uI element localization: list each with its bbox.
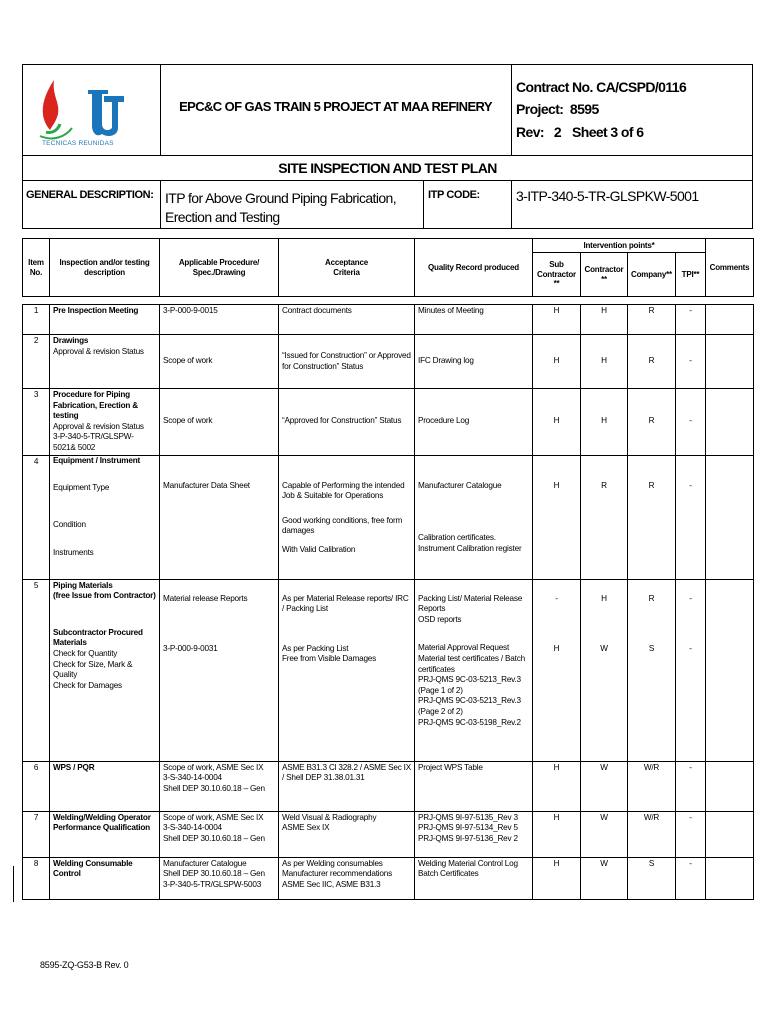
itp-label: ITP CODE: — [428, 189, 480, 201]
general-value: ITP for Above Ground Piping Fabrication, Erection and Testing — [165, 190, 396, 225]
itp-code: 3-ITP-340-5-TR-GLSPKW-5001 — [516, 188, 699, 204]
table-header-row — [23, 239, 754, 253]
revision: Rev: 2 — [516, 124, 561, 140]
general-label: GENERAL DESCRIPTION: — [26, 189, 154, 201]
itp-table — [22, 238, 754, 900]
table-row: 4 Equipment / Instrument Equipment Type Condition Instruments Manufacturer Data Sheet Capable of Performing the intended Job & Suitable for Operations Good working conditions, free form damages With Valid Calibration Manufacturer Catalogue Calibration certificates. Instrument Calibration register H R R - — [23, 455, 754, 579]
table-row: 6 WPS / PQR Scope of work, ASME Sec IX 3-S-340-14-0004 Shell DEP 30.10.60.18 – Gen ASME B31.3 Cl 328.2 / ASME Sec IX / Shell DEP 31.38.01.31 Project WPS Table H W W/R - — [23, 761, 754, 811]
col-contractor: Contractor ** — [581, 253, 628, 297]
logo-text: TECNICAS REUNIDAS — [42, 140, 114, 147]
col-item: Item No. — [23, 239, 50, 297]
project-no: Project: 8595 — [516, 101, 599, 117]
footer-doc-number: 8595-ZQ-G53-B Rev. 0 — [40, 960, 129, 970]
col-procedure: Applicable Procedure/ Spec./Drawing — [160, 239, 279, 297]
table-row: 3 Procedure for Piping Fabrication, Erection & testing Approval & revision Status 3-P-340-5-TR/GLSPW-5021& 5002 Scope of work “Approved for Construction” Status Procedure Log H H R - — [23, 389, 754, 456]
col-intervention: Intervention points* — [533, 239, 706, 253]
margin-mark — [13, 866, 14, 902]
table-row: 7 Welding/Welding Operator Performance Qualification Scope of work, ASME Sec IX 3-S-340-14-0004 Shell DEP 30.10.60.18 – Gen Weld Visual & Radiography ASME Sex IX PRJ-QMS 9I-97-5135_Rev 3 PRJ-QMS 9I-97-5134_Rev 5 PRJ-QMS 9I-97-5136_Rev 2 H W W/R - — [23, 811, 754, 857]
header-divider-2 — [511, 64, 512, 156]
col-inspection: Inspection and/or testing description — [50, 239, 160, 297]
sheet-no: Sheet 3 of 6 — [572, 124, 644, 140]
col-comments: Comments — [706, 239, 754, 297]
col-record: Quality Record produced — [415, 239, 533, 297]
col-acceptance: Acceptance Criteria — [279, 239, 415, 297]
plan-title: SITE INSPECTION AND TEST PLAN — [278, 160, 497, 176]
col-tpi: TPI** — [676, 253, 706, 297]
table-row: 8 Welding Consumable Control Manufacturer Catalogue Shell DEP 30.10.60.18 – Gen 3-P-340-5-TR/GLSPW-5003 As per Welding consumables Manufacturer recommendations ASME Sec IIC, ASME B31.3 Welding Material Control Log Batch Certificates H W S - — [23, 857, 754, 899]
col-sub-contractor: Sub Contractor ** — [533, 253, 581, 297]
col-company: Company** — [628, 253, 676, 297]
project-title: EPC&C OF GAS TRAIN 5 PROJECT AT MAA REFINERY — [179, 99, 492, 114]
table-row: 5 Piping Materials (free Issue from Contractor) Subcontractor Procured Materials Check for Quantity Check for Size, Mark & Quality Check for Damages Material release Reports 3-P-000-9-0031 As per Material Release reports/ IRC / Packing List As per Packing List Free from Visible Damages Packing List/ Material Release Reports OSD reports Material Approval Request Material test certificates / Batch certificates PRJ-QMS 9C-03-5213_Rev.3 (Page 1 of 2) PRJ-QMS 9C-03-5213_Rev.3 (Page 2 of 2) PRJ-QMS 9C-03-5198_Rev.2 - H H W R S - - — [23, 579, 754, 761]
table-row: 1 Pre Inspection Meeting 3-P-000-9-0015 Contract documents Minutes of Meeting H H R - — [23, 305, 754, 335]
contract-no: Contract No. CA/CSPD/0116 — [516, 79, 687, 95]
table-row: 2 Drawings Approval & revision Status Scope of work “Issued for Construction” or Approved for Construction” Status IFC Drawing log H H R - — [23, 335, 754, 389]
